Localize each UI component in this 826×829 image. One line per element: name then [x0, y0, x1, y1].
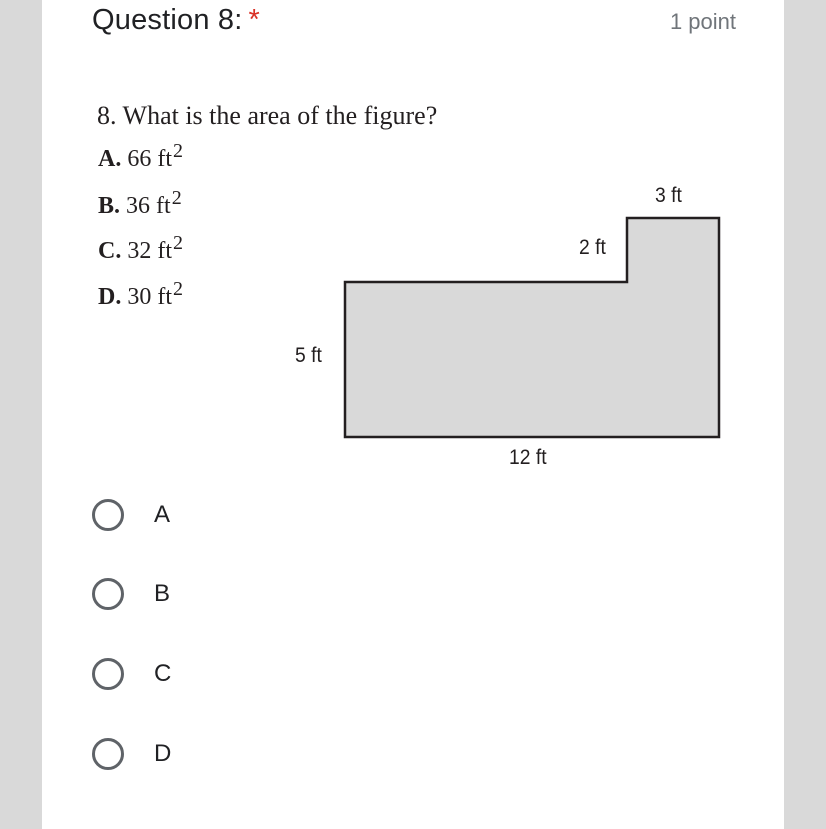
choice-letter: A.	[98, 146, 122, 172]
choice-exponent: 2	[173, 140, 184, 162]
dimension-label-top: 3 ft	[655, 184, 682, 207]
choice-exponent: 2	[173, 278, 184, 300]
choice-exponent: 2	[171, 187, 182, 209]
answer-option-a[interactable]	[92, 499, 392, 539]
question-title-text: Question 8:	[92, 4, 243, 36]
answer-label: A	[154, 501, 171, 528]
area-figure	[42, 0, 784, 480]
dimension-label-left: 5 ft	[295, 344, 322, 367]
radio-button[interactable]	[92, 499, 124, 531]
radio-button[interactable]	[92, 578, 124, 610]
question-prompt: 8. What is the area of the figure?	[97, 101, 438, 130]
choice-exponent: 2	[173, 232, 184, 254]
answer-label: D	[154, 740, 172, 767]
answer-label: C	[154, 660, 172, 687]
answer-option-b[interactable]	[92, 578, 392, 618]
l-shaped-figure	[345, 218, 719, 437]
answer-label: B	[154, 580, 171, 607]
required-asterisk: *	[248, 4, 261, 36]
answer-option-c[interactable]	[92, 658, 392, 698]
dimension-label-step: 2 ft	[579, 236, 606, 259]
choice-value: 30 ft	[127, 284, 173, 310]
points-label: 1 point	[669, 9, 736, 34]
radio-button[interactable]	[92, 738, 124, 770]
choice-value: 66 ft	[127, 146, 173, 172]
dimension-label-bottom: 12 ft	[509, 446, 547, 469]
choice-value: 36 ft	[126, 193, 171, 219]
choice-letter: B.	[98, 193, 121, 219]
answer-option-d[interactable]	[92, 738, 392, 778]
radio-button[interactable]	[92, 658, 124, 690]
choice-letter: C.	[98, 238, 122, 264]
choice-letter: D.	[98, 284, 122, 310]
question-card	[42, 0, 784, 829]
choice-value: 32 ft	[127, 238, 173, 264]
